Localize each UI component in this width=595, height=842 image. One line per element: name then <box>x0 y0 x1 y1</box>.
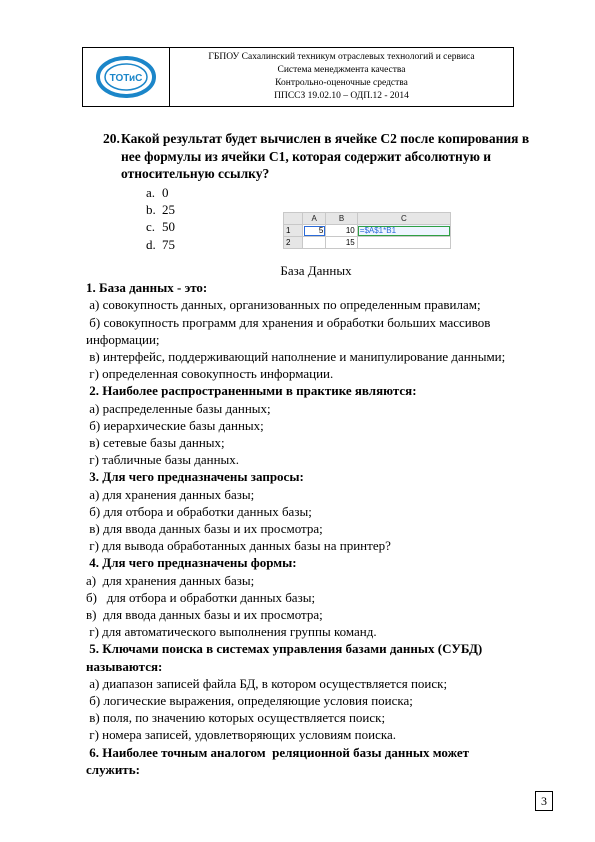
question-20 <box>103 130 543 183</box>
cell-b1: 10 <box>326 225 357 237</box>
option-text: 50 <box>162 219 175 235</box>
answer-option <box>146 236 175 253</box>
answer-line: в) для ввода данных базы и их просмотра; <box>86 521 323 537</box>
cell-c1: =$A$1*B1 <box>357 225 450 237</box>
question-heading: служить: <box>86 761 140 777</box>
question-heading: 4. Для чего предназначены формы: <box>86 555 297 571</box>
logo-text: ТОТиС <box>109 73 143 84</box>
answer-line: информации; <box>86 331 160 347</box>
answer-line: в) интерфейс, поддерживающий наполнение и манипулирование данными; <box>86 349 506 365</box>
header-text <box>170 48 513 106</box>
option-text: 25 <box>162 202 175 218</box>
answer-line: г) табличные базы данных. <box>86 452 240 468</box>
cell-a2 <box>303 237 326 249</box>
database-section <box>86 262 546 778</box>
header-line: ППССЗ 19.02.10 – ОДП.12 - 2014 <box>274 91 409 101</box>
header-line: Контрольно-оценочные средства <box>275 78 408 88</box>
answer-line: а) распределенные базы данных; <box>86 400 271 416</box>
answer-option <box>146 184 175 201</box>
page-number: 3 <box>535 791 553 811</box>
column-header: A <box>303 213 326 225</box>
option-letter: a. <box>146 185 156 200</box>
answer-line: в) для ввода данных базы и их просмотра; <box>86 607 323 623</box>
logo-cell <box>83 48 170 106</box>
question-heading: 5. Ключами поиска в системах управления базами данных (СУБД) <box>86 641 483 657</box>
answer-line: в) поля, по значению которых осуществляется поиск; <box>86 710 386 726</box>
column-header: B <box>326 213 357 225</box>
answer-line: а) для хранения данных базы; <box>86 486 255 502</box>
header-line: ГБПОУ Сахалинский техникум отраслевых технологий и сервиса <box>208 52 475 62</box>
option-letter: d. <box>146 236 156 252</box>
question-number: 20. <box>103 131 120 146</box>
question-heading: 6. Наиболее точным аналогом реляционной базы данных может <box>86 744 470 760</box>
document-header <box>82 47 514 107</box>
answer-line: б) логические выражения, определяющие условия поиска; <box>86 693 413 709</box>
answer-line: б) совокупность программ для хранения и обработки больших массивов <box>86 314 491 330</box>
spreadsheet-snippet <box>283 212 451 248</box>
answer-line: а) для хранения данных базы; <box>86 572 255 588</box>
question-heading: 3. Для чего предназначены запросы: <box>86 469 304 485</box>
option-text: 75 <box>162 236 175 252</box>
answer-line: г) номера записей, удовлетворяющих условиям поиска. <box>86 727 396 743</box>
answer-line: г) для вывода обработанных данных базы на принтер? <box>86 538 391 554</box>
corner-cell <box>284 213 303 225</box>
answer-option <box>146 218 175 235</box>
question-heading: называются: <box>86 658 163 674</box>
cell-b2: 15 <box>326 237 357 249</box>
option-letter: c. <box>146 219 156 235</box>
answer-line: б) для отбора и обработки данных базы; <box>86 589 316 605</box>
cell-a1: 5 <box>303 225 326 237</box>
header-line: Система менеджмента качества <box>277 65 406 75</box>
row-header: 2 <box>284 237 303 249</box>
answer-line: в) сетевые базы данных; <box>86 435 225 451</box>
answer-line: а) совокупность данных, организованных по определенным правилам; <box>86 297 481 313</box>
option-text: 0 <box>162 185 169 200</box>
answer-line: г) для автоматического выполнения группы команд. <box>86 624 377 640</box>
question-lines <box>86 279 546 778</box>
answer-options <box>146 184 175 253</box>
question-text: Какой результат будет вычислен в ячейке С2 после копирования в нее формулы из ячейки С1, которая содержит абсолютную и относительную ссылку? <box>121 131 530 181</box>
section-title: База Данных <box>280 263 352 278</box>
answer-line: б) для отбора и обработки данных базы; <box>86 503 312 519</box>
answer-line: б) иерархические базы данных; <box>86 417 264 433</box>
question-heading: 1. База данных - это: <box>86 280 208 296</box>
answer-line: г) определенная совокупность информации. <box>86 366 334 382</box>
column-header: C <box>357 213 450 225</box>
answer-option <box>146 201 175 218</box>
answer-line: а) диапазон записей файла БД, в котором осуществляется поиск; <box>86 675 448 691</box>
cell-c2 <box>357 237 450 249</box>
question-heading: 2. Наиболее распространенными в практике являются: <box>86 383 417 399</box>
option-letter: b. <box>146 202 156 218</box>
college-logo <box>95 55 157 99</box>
row-header: 1 <box>284 225 303 237</box>
